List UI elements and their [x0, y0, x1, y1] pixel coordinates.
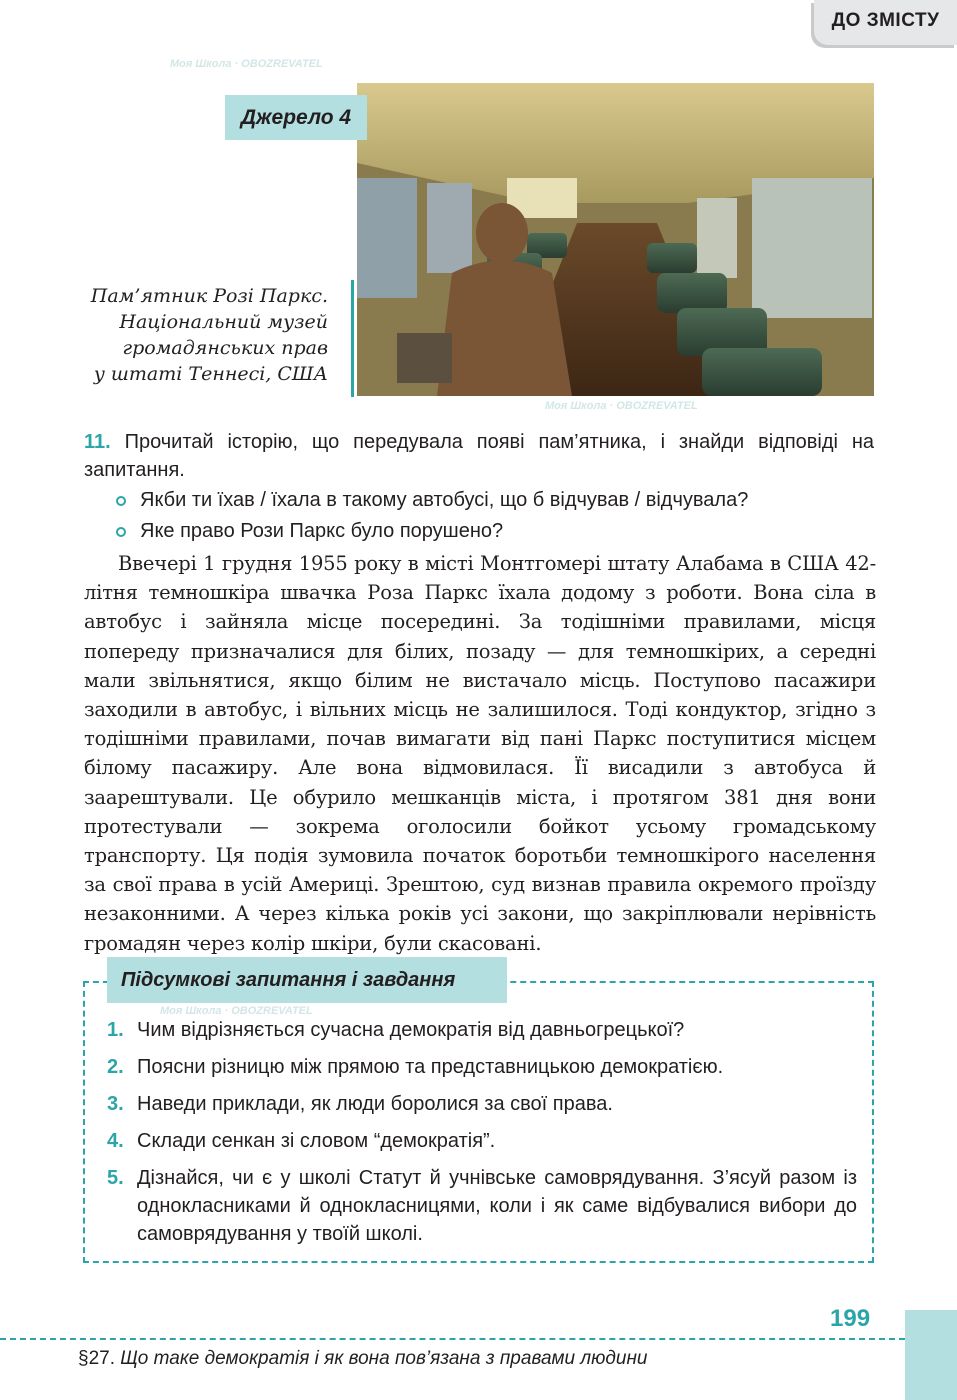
photo-caption: [80, 283, 328, 387]
source-label: [225, 95, 367, 140]
rosa-parks-monument-photo: [357, 83, 874, 396]
item-number: 2.: [107, 1056, 124, 1078]
contents-button-label: ДО ЗМІСТУ: [831, 10, 940, 31]
item-text: Поясни різницю між прямою та представницькою демократією.: [137, 1056, 724, 1078]
story-paragraph: Ввечері 1 грудня 1955 року в місті Монтгомері штату Алабама в США 42-літня темношкіра швачка Роза Паркс їхала додому з роботи. Вона сіла в автобус і зайняла місце посередині. За тодішніми правилами, місця попереду призначалися для білих, позаду — для темношкірих, а середні мали звільнятися, якщо білим не вистачало місць. Поступово пасажири заходили в автобус, і вільних місць не залишилося. Тоді кондуктор, згідно з тодішніми правилами, почав вимагати від пані Паркс поступитися місцем білому пасажиру. Але вона відмовилася. Її висадили з автобуса й заарештували. Це обурило мешканців міста, і протягом 381 дня вони протестували — зокрема оголосили бойкот усьому громадському транспорту. Ця подія зумовила початок боротьби темношкірого населення за свої права в усій Америці. Зрештою, суд визнав правила окремого проїзду незаконними. А через кілька років усі закони, що закріплювали нерівність громадян через колір шкіри, були скасовані.: [84, 552, 876, 955]
circle-bullet-icon: [116, 496, 126, 506]
summary-title-text: Підсумкові запитання і завдання: [121, 968, 456, 991]
summary-title: [107, 957, 507, 1003]
watermark-text: OBOZREVATEL: [231, 1005, 313, 1017]
watermark-text: Моя Школа: [160, 1005, 222, 1017]
footer-section: §27.: [78, 1348, 115, 1369]
circle-bullet-icon: [116, 527, 126, 537]
list-item: [107, 1127, 857, 1155]
footer-title: Що таке демократія і як вона пов’язана з правами людини: [120, 1348, 648, 1369]
caption-accent-bar: [351, 280, 354, 397]
caption-line: громадянських прав: [122, 337, 328, 359]
list-item: [107, 1090, 857, 1118]
page-number: 199: [830, 1305, 871, 1332]
item-number: 3.: [107, 1093, 124, 1115]
item-number: 4.: [107, 1130, 124, 1152]
task-questions: [116, 485, 876, 547]
task-number: 11.: [84, 431, 111, 453]
list-item: [116, 485, 876, 516]
list-item: [107, 1016, 857, 1044]
watermark: Моя Школа · OBOZREVATEL: [170, 58, 323, 70]
item-text: Наведи приклади, як люди боролися за свої права.: [137, 1093, 613, 1115]
list-item: [107, 1164, 857, 1248]
rosa-parks-story: [84, 549, 876, 958]
item-text: Чим відрізняється сучасна демократія від давньогрецької?: [137, 1019, 685, 1041]
watermark-text: Моя Школа: [545, 400, 607, 412]
caption-line: у штаті Теннесі, США: [93, 363, 328, 385]
watermark-text: OBOZREVATEL: [241, 58, 323, 70]
question-text: Яке право Рози Паркс було порушено?: [140, 520, 504, 542]
item-number: 5.: [107, 1167, 124, 1189]
item-text: Дізнайся, чи є у школі Статут й учнівське самоврядування. З’ясуй разом із однокласниками й однокласницями, коли і як саме відбувалися вибори до самоврядування у твоїй школі.: [137, 1167, 857, 1245]
side-stripe: [905, 1310, 957, 1400]
caption-line: Пам’ятник Розі Паркс.: [90, 285, 328, 307]
caption-line: Національний музей: [119, 311, 328, 333]
footer-divider: [0, 1338, 905, 1340]
task-11: [84, 428, 874, 484]
watermark: Моя Школа · OBOZREVATEL: [545, 400, 698, 412]
list-item: [116, 516, 876, 547]
source-label-text: Джерело 4: [240, 105, 352, 129]
task-text: Прочитай історію, що передувала появі пам’ятника, і знайди відповіді на запитання.: [84, 431, 874, 481]
question-text: Якби ти їхав / їхала в такому автобусі, що б відчував / відчувала?: [140, 489, 749, 511]
watermark-text: OBOZREVATEL: [616, 400, 698, 412]
contents-button[interactable]: [814, 0, 957, 45]
summary-list: [107, 1016, 857, 1257]
watermark-text: Моя Школа: [170, 58, 232, 70]
running-footer: [78, 1346, 647, 1372]
watermark: Моя Школа · OBOZREVATEL: [160, 1005, 313, 1017]
item-text: Склади сенкан зі словом “демократія”.: [137, 1130, 496, 1152]
item-number: 1.: [107, 1019, 124, 1041]
list-item: [107, 1053, 857, 1081]
